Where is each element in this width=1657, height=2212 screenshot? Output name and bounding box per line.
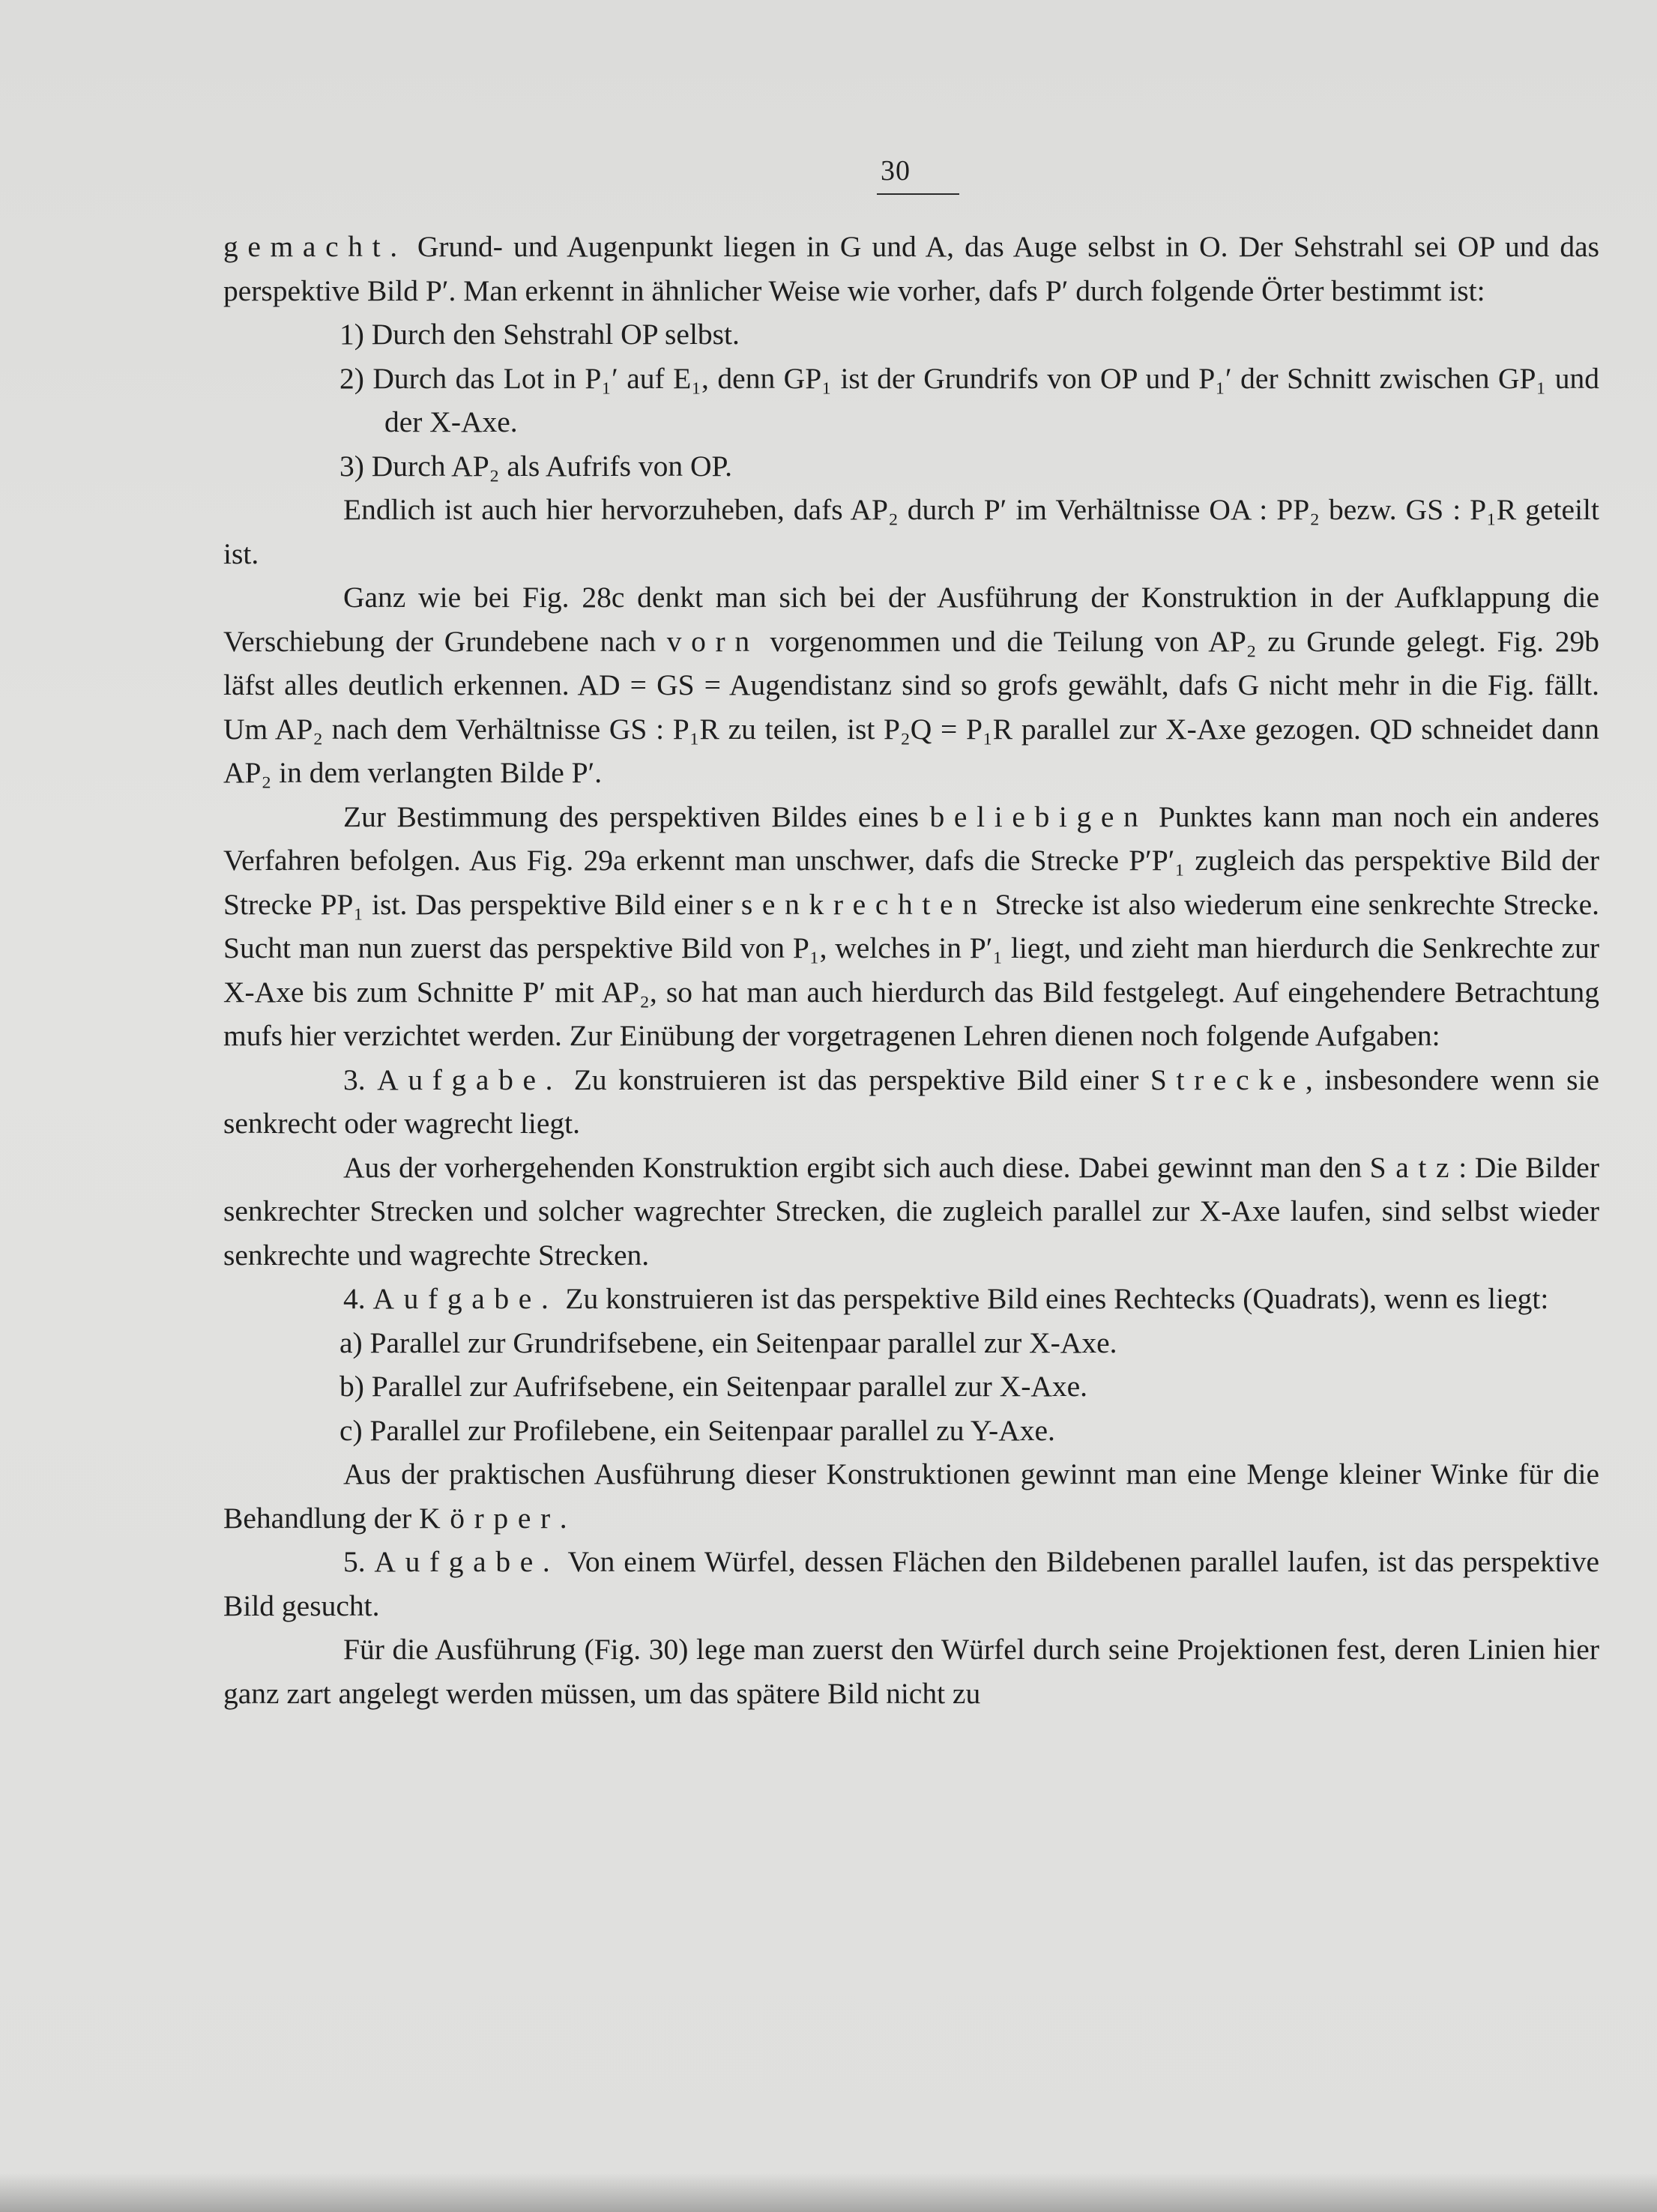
list-item-c: [223, 1409, 1599, 1453]
text-run-spaced: senkrechten: [740, 887, 987, 921]
text-run: a) Parallel zur Grundrifsebene, ein Seitenpaar parallel zur X-Axe.: [339, 1326, 1117, 1359]
scan-edge-shadow: [0, 2173, 1657, 2212]
text-run: Für die Ausführung (Fig. 30) lege man zuerst den Würfel durch seine Projektionen fest, deren Linien hier ganz zart angelegt werden müssen, um das spätere Bild nicht zu: [223, 1633, 1599, 1710]
paragraph-zur-bestimmung: [223, 795, 1599, 1058]
text-run-spaced: vorn: [666, 624, 759, 658]
paragraph-aufgabe-3: [223, 1058, 1599, 1146]
list-item-b: [223, 1365, 1599, 1409]
paragraph-aufgabe-5: [223, 1540, 1599, 1628]
text-run-spaced: Aufgabe.: [377, 1063, 563, 1096]
text-run: Aus der praktischen Ausführung dieser Konstruktionen gewinnt man eine Menge kleiner Winke für die Behandlung der: [223, 1457, 1599, 1535]
text-run: Grund- und Augenpunkt liegen in G und A, das Auge selbst in O. Der Sehstrahl sei OP und das perspektive Bild P′. Man erkennt in ähnlicher Weise wie vorher, dafs P′ durch folgende Örter bestimmt ist:: [223, 230, 1599, 307]
page-number: 30: [881, 155, 911, 187]
body-text: [223, 225, 1599, 1715]
list-item-1: [223, 312, 1599, 357]
paragraph-praktischen: [223, 1452, 1599, 1540]
list-item-2: [223, 357, 1599, 444]
text-run: gemacht.: [223, 230, 407, 263]
text-run: : Die Bilder senkrechter Strecken und solcher wagrechter Strecken, die zugleich parallel zur X-Axe laufen, sind selbst wieder senkrechte und wagrechte Strecken.: [223, 1150, 1599, 1272]
text-run: Ganz wie bei Fig. 28c denkt man sich bei der Ausführung der Konstruktion in der Aufklappung die Verschiebung der Grundebene nach: [223, 581, 1599, 658]
text-run: Zu konstruieren ist das perspektive Bild eines Rechtecks (Quadrats), wenn es liegt:: [558, 1282, 1549, 1315]
text-run-spaced: Strecke: [1150, 1063, 1306, 1096]
text-run-spaced: beliebigen: [929, 800, 1148, 833]
text-run: , insbesondere wenn sie senkrecht oder wagrecht liegt.: [223, 1063, 1599, 1140]
page-number-rule: [877, 193, 959, 195]
text-run: 2) Durch das Lot in P₁′ auf E₁, denn GP₁ ist der Grundrifs von OP und P₁′ der Schnitt zwischen GP₁ und der X-Axe.: [339, 361, 1599, 438]
text-run-spaced: Satz: [1369, 1150, 1459, 1184]
paragraph-endlich: [223, 488, 1599, 575]
text-run: Zu konstruieren ist das perspektive Bild einer: [562, 1063, 1150, 1096]
text-run: 3.: [343, 1063, 378, 1096]
paragraph-1: [223, 225, 1599, 312]
text-run: Strecke ist also wiederum eine senkrechte Strecke. Sucht man nun zuerst das perspektive Bild von P₁, welches in P′₁ liegt, und zieht man hierdurch die Senkrechte zur X-Axe bis zum Schnitte P′ mit AP₂, so hat man auch hierdurch das Bild festgelegt. Auf eingehendere Betrachtung mufs hier verzichtet werden. Zur Einübung der vorgetragenen Lehren dienen noch folgende Aufgaben:: [223, 887, 1599, 1052]
list-item-3: [223, 444, 1599, 489]
text-run: Aus der vorhergehenden Konstruktion ergibt sich auch diese. Dabei gewinnt man den: [343, 1150, 1370, 1184]
paragraph-ausfuehrung: [223, 1628, 1599, 1715]
text-run: Endlich ist auch hier hervorzuheben, dafs AP₂ durch P′ im Verhältnisse OA : PP₂ bezw. GS : P₁R geteilt ist.: [223, 493, 1599, 570]
text-run: Von einem Würfel, dessen Flächen den Bildebenen parallel laufen, ist das perspektive Bild gesucht.: [223, 1545, 1599, 1622]
text-run-spaced: Aufgabe.: [374, 1545, 560, 1578]
paragraph-ganz-wie: [223, 575, 1599, 795]
text-run: 5.: [343, 1545, 375, 1578]
text-run: Punktes kann man noch ein anderes Verfahren befolgen. Aus Fig. 29a erkennt man unschwer, dafs die Strecke P′P′₁ zugleich das perspektive Bild der Strecke PP₁ ist. Das perspektive Bild einer: [223, 800, 1600, 921]
text-run-spaced: Körper: [419, 1501, 560, 1535]
text-run: b) Parallel zur Aufrifsebene, ein Seitenpaar parallel zur X-Axe.: [339, 1370, 1088, 1403]
text-run: vorgenommen und die Teilung von AP₂ zu Grunde gelegt. Fig. 29b läfst alles deutlich erkennen. AD = GS = Augendistanz sind so grofs gewählt, dafs G nicht mehr in die Fig. fällt. Um AP₂ nach dem Verhältnisse GS : P₁R zu teilen, ist P₂Q = P₁R parallel zur X-Axe gezogen. QD schneidet dann AP₂ in dem verlangten Bilde P′.: [223, 624, 1599, 789]
text-run: Zur Bestimmung des perspektiven Bildes eines: [343, 800, 930, 833]
paragraph-aufgabe-4: [223, 1277, 1599, 1321]
text-run-spaced: Aufgabe.: [372, 1282, 558, 1315]
text-run: 4.: [343, 1282, 373, 1315]
text-run: .: [559, 1501, 567, 1535]
list-item-a: [223, 1321, 1599, 1365]
paragraph-satz: [223, 1146, 1599, 1278]
text-run: 3) Durch AP₂ als Aufrifs von OP.: [339, 449, 732, 483]
text-run: 1) Durch den Sehstrahl OP selbst.: [339, 318, 740, 351]
text-run: c) Parallel zur Profilebene, ein Seitenpaar parallel zu Y-Axe.: [339, 1413, 1055, 1447]
